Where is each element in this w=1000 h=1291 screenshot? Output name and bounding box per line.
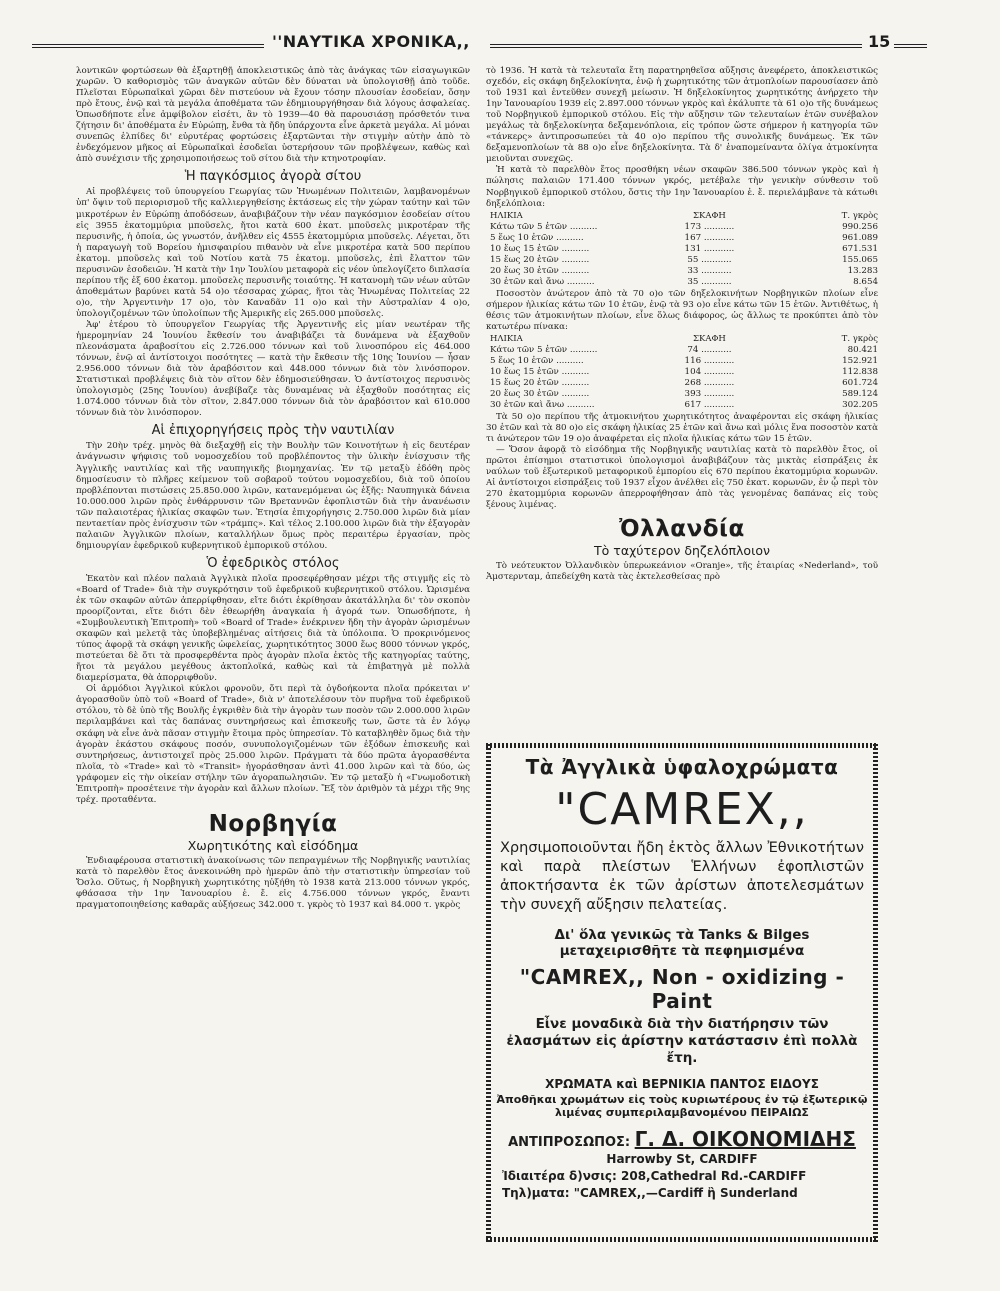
cell-ships: 74 ........... (687, 344, 732, 355)
steam-fleet-table (486, 334, 878, 411)
ad-depots: Ἀποθῆκαι χρωμάτων εἰς τοὺς κυριωτέρους ἐν τῷ ἐξωτερικῷ λιμένας συμπεριλαμβανομένου ΠΕΙΡΑΙΩΣ (496, 1093, 868, 1119)
ad-address-2: Ἰδιαιτέρα δ)νσις: 208,Cathedral Rd.-CARDIFF (502, 1169, 807, 1183)
cell-age: Κάτω τῶν 5 ἐτῶν .......... (490, 221, 598, 232)
ad-frame-bottom (486, 1237, 878, 1242)
col-header-tons: Τ. γκρὸς (841, 210, 878, 221)
cell-ships: 167 ........... (684, 232, 735, 243)
subsidy-paragraph: Τὴν 20ὴν τρέχ. μηνὸς θὰ διεξαχθῇ εἰς τὴν Βουλὴν τῶν Κοινοτήτων ἡ εἰς δευτέραν ἀνάγνωσιν ψήφισις τοῦ νομοσχεδίου τοῦ προβλέποντος τὴν ὑλικὴν ἐνίσχυσιν τῆς Ἀγγλικῆς ναυτιλίας καὶ τῆς ναυπηγικῆς βιομηχανίας. Ἐν τῷ μεταξὺ ἐδόθη πρὸς δημοσίευσιν τὸ πλῆρες κείμενον τοῦ σοβαροῦ τούτου νομοσχεδίου, διὰ τοῦ ὁποίου προβλέπονται πιστώσεις 25.850.000 λιρῶν, κατανεμόμεναι ὡς ἑξῆς: Ναυπηγικὰ δάνεια 10.000.000 λιρῶν πρὸς ἐνθάρρυνσιν τῶν Βρεταννῶν ἐφοπλιστῶν διὰ τὴν ἀνανέωσιν τῶν παλαιοτέρας ἡλικίας σκαφῶν των. Ἐτησία ἐπιχορήγησις 2.750.000 λιρῶν διὰ μίαν πενταετίαν πρὸς ἐνίσχυσιν τῶν «τράμπς». Καὶ τέλος 2.100.000 λιρῶν διὰ τὴν ἐξαγορὰν παλαιῶν Ἀγγλικῶν πλοίων, καταλλήλων ὅμως πρὸς περαιτέρω ἐργασίαν, πρὸς δημιουργίαν ἐφεδρικοῦ κυβερνητικοῦ ἐμπορικοῦ στόλου. (76, 441, 470, 551)
reserve-paragraph-1: Ἑκατὸν καὶ πλέον παλαιὰ Ἀγγλικὰ πλοῖα προσεφέρθησαν μέχρι τῆς στιγμῆς εἰς τὸ «Board of Trade» διὰ τὴν συγκρότησιν τοῦ ἐφεδρικοῦ κυβερνητικοῦ στόλου. Ὡρισμένα ἐκ τῶν σκαφῶν αὐτῶν ἀπερρίφθησαν, εἴτε διότι ἐκρίθησαν ἀκατάλληλα δι' τὸν σκοπὸν προορίζονται, εἴτε διότι δὲν ἐθεωρήθη ἀναγκαία ἡ ἀγορά των. Ὁπωσδήποτε, ἡ «Συμβουλευτικὴ Ἐπιτροπὴ» τοῦ «Board of Trade» ἐνέκρινεν ἤδη τὴν ἀγορὰν ὡρισμένων σκαφῶν καὶ μελετᾷ τὰς ὑποβεβλημένας αἰτήσεις διὰ τὰ ὑπόλοιπα. Ὁ προκρινόμενος τύπος ἀφορᾷ τὰ σκάφη γενικῆς ὠφελείας, χωρητικότητος 3000 ἕως 8000 τόννων γκρός, πιστεύεται δὲ ὅτι τὰ προσφερθέντα πρὸς ἀγορὰν πλοῖα ἐκτὸς τῆς κατηγορίας ταύτης, ἤτοι τὰ μεγάλου μεγέθους ἀκτοπλοϊκά, καθὼς καὶ τὰ ἐπιβατηγὰ μὲ πολλὰ διαμερίσματα, θὰ ἀπορριφθοῦν. (76, 573, 470, 684)
cell-ships: 33 ........... (687, 265, 732, 276)
ad-frame-left (486, 743, 491, 1242)
cell-tons: 961.089 (842, 232, 878, 243)
cell-tons: 13.283 (847, 265, 878, 276)
cell-age: 30 ἐτῶν καὶ ἄνω .......... (490, 276, 595, 287)
holland-paragraph: Τὸ νεότευκτον Ὀλλανδικὸν ὑπερωκεάνιον «Oranje», τῆς ἑταιρίας «Nederland», τοῦ Ἀμστερνταμ, ἀπεδείχθη κατὰ τὰς ἐκτελεσθείσας πρὸ (486, 561, 878, 583)
after-paragraph-2: — Ὅσον ἀφορᾷ τὸ εἰσόδημα τῆς Νορβηγικῆς ναυτιλίας κατὰ τὸ παρελθὸν ἔτος, οἱ πρῶτοι ἐπίσημοι στατιστικοὶ ὑπολογισμοὶ ἀναβιβάζουν τὰς μικτὰς εἰσπράξεις ἐκ ναύλων τοῦ ἐξωτερικοῦ μεταφορικοῦ ἐμπορίου εἰς 670 περίπου ἑκατομμύρια κορωνῶν. Αἱ ἀντίστοιχοι εἰσπράξεις τοῦ 1937 εἶχον ἀνέλθει εἰς 750 ἑκατ. κορωνῶν, ἐν ᾧ περὶ τὸν 270 ἑκατομμύρια κορωνῶν ἀπερροφήθησαν ἀπὸ τὰς γενομένας δαπάνας εἰς τοὺς ξένους λιμένας. (486, 444, 878, 511)
ad-address: Harrowby St, CARDIFF (606, 1152, 758, 1166)
cell-tons: 80.421 (847, 344, 878, 355)
cell-ships: 173 ........... (684, 221, 735, 232)
cell-tons: 112.838 (842, 366, 878, 377)
cell-ships: 55 ........... (687, 254, 732, 265)
ad-body-1: Χρησιμοποιοῦνται ἤδη ἐκτὸς ἄλλων Ἐθνικοτήτων καὶ παρὰ πλείστων Ἑλλήνων ἐφοπλιστῶν ἀποκτήσαντα ἐκ τῶν ἀρίστων ἀποτελεσμάτων τὴν συνεχῆ αὔξησιν πελατείας. (500, 840, 864, 913)
camrex-advertisement (486, 743, 878, 1242)
ad-telegram: Τηλ)ματα: "CAMREX,,—Cardiff ἢ Sunderland (502, 1186, 798, 1200)
page-header (32, 32, 927, 58)
section-title-holland: Ὀλλανδία (619, 516, 745, 543)
table-row (486, 367, 878, 378)
norway-paragraph-2: Ἡ κατὰ τὸ παρελθὸν ἔτος προσθήκη νέων σκαφῶν 386.500 τόννων γκρὸς καὶ ἡ πώλησις παλαιῶν 171.400 τόννων γκρός, μετέβαλε τὴν γενικὴν σύνθεσιν τοῦ Νορβηγικοῦ ἐμπορικοῦ στόλου, ὅστις τὴν 1ην Ἰανουαρίου ἐ. ἔ. περιελάμβανε τὰ κάτωθι δηξελόπλοια: (486, 165, 878, 209)
right-column (486, 66, 878, 583)
page-number: 15 (868, 32, 891, 51)
cell-ships: 131 ........... (684, 243, 735, 254)
cell-age: 10 ἕως 15 ἐτῶν .......... (490, 366, 590, 377)
cell-tons: 152.921 (842, 355, 878, 366)
table-row (486, 356, 878, 367)
norway-paragraph: Ἐνδιαφέρουσα στατιστικὴ ἀνακοίνωσις τῶν πεπραγμένων τῆς Νορβηγικῆς ναυτιλίας κατὰ τὸ παρελθὸν ἔτος ἀνεκοινώθη πρὸ ἡμερῶν ἀπὸ τὴν στατιστικὴν ὑπηρεσίαν τοῦ Ὄσλο. Οὕτως, ἡ Νορβηγικὴ χωρητικότης ηὐξήθη τὸ 1938 κατὰ 213.000 τόννων γκρός, φθάσασα τὴν 1ην Ἰανουαρίου ἐ. ἔ. εἰς 4.756.000 τόννων γκρός, ἔναντι πραγματοποιηθείσης καθαρᾶς αὐξήσεως 342.000 τ. γκρὸς τὸ 1937 καὶ 84.000 τ. γκρὸς (76, 855, 470, 911)
section-heading-reserve-fleet: Ὁ ἐφεδρικὸς στόλος (206, 555, 340, 571)
cell-age: 20 ἕως 30 ἐτῶν .......... (490, 388, 590, 399)
reserve-paragraph-2: Οἱ ἁρμόδιοι Ἀγγλικοὶ κύκλοι φρονοῦν, ὅτι περὶ τὰ ὀγδοήκοντα πλοῖα πρόκειται ν' ἀγορασθοῦν ὑπὸ τοῦ «Board of Trade», διὰ ν' ἀποτελέσουν τὸν πυρῆνα τοῦ ἐφεδρικοῦ στόλου, τὸ δὲ ὑπὸ τῆς Βουλῆς ἐγκριθὲν διὰ τὴν ἀγορὰν των ποσὸν τῶν 2.000.000 λιρῶν περιλαμβάνει καὶ τὰς δαπάνας συντηρήσεως καὶ ἐπισκευῆς των, ὥστε τὰ ἐν λόγῳ σκάφη νὰ εἶνε ἀνὰ πᾶσαν στιγμὴν ἕτοιμα πρὸς ὑπηρεσίαν. Τὸ καταβληθὲν ὅμως διὰ τὴν ἀγορὰν ἑκάστου σκάφους ποσόν, συνυπολογιζομένων τῶν ἐξόδων ἐπισκευῆς καὶ συντηρήσεως, ἀντιστοιχεῖ πρὸς 25.000 λιρῶν. Πράγματι τὰ δύο πρῶτα ἀγορασθέντα πλοῖα, τὸ «Trade» καὶ τὸ «Transit» ἠγοράσθησαν ἀντὶ 41.000 λιρῶν καὶ τὰ δύο, ὡς γράφομεν εἰς τὴν οἰκείαν στήλην τῶν ἀγοραπωλησιῶν. Ἐν τῷ μεταξὺ ἡ «Γνωμοδοτικὴ Ἐπιτροπὴ» προσέτεινε τὴν ἀγορὰν καὶ ἄλλων πλοίων. Ἔξ τὸν ἀριθμὸν τὰ μέχρι τῆς 9ης τρέχ. προταθέντα. (76, 684, 470, 805)
section-title-norway: Νορβηγία (208, 810, 338, 837)
header-rule-left (32, 44, 264, 48)
cell-ships: 617 ........... (684, 399, 735, 410)
table-row (486, 378, 878, 389)
header-rule-middle (490, 44, 862, 48)
norway-continued-paragraph: τὸ 1936. Ἡ κατὰ τὰ τελευταῖα ἔτη παρατηρηθεῖσα αὔξησις ἀνεφέρετο, ἀποκλειστικῶς σχεδόν, εἰς σκάφη δηξελοκίνητα, ἐνῷ ἡ χωρητικότης τῶν ἀτμοπλοίων παρουσίασεν ἀπὸ τοῦ 1931 καὶ ἐντεῦθεν συνεχῆ μείωσιν. Ἡ δηξελοκίνητος χωρητικότης ἀνήρχετο τὴν 1ην Ἰανουαρίου 1939 εἰς 2.897.000 τόννων γκρὸς καὶ ἐκάλυπτε τὰ 61 ο)ο τῆς δυνάμεως τοῦ Νορβηγικοῦ ἐμπορικοῦ στόλου. Εἰς τὴν αὔξησιν τῶν τελευταίων ἐτῶν συνέβαλον μεγάλως τὰ δηξελοκίνητα δεξαμενόπλοια, εἰς τρόπον ὥστε σήμερον ἡ κατηγορία τῶν «τάνκερς» ἀντιπροσωπεύει τὰ 40 ο)ο περίπου τῆς συνολικῆς δυνάμεως. Ἐκ τῶν δεξαμενοπλοίων τὰ 88 ο)ο εἶνε δηξελοκίνητα. Τὰ δ' ἐναπομείναντα ὀλίγα ἀτμοκίνητα μειοῦνται συνεχῶς. (486, 66, 878, 165)
cell-ships: 116 ........... (684, 355, 735, 366)
cell-age: 10 ἕως 15 ἐτῶν .......... (490, 243, 590, 254)
left-column (76, 66, 470, 911)
grain-paragraph-1: Αἱ προβλέψεις τοῦ ὑπουργείου Γεωργίας τῶν Ἡνωμένων Πολιτειῶν, λαμβανομένων ὑπ' ὄψιν τοῦ περιορισμοῦ τῆς καλλιεργηθείσης ἐκτάσεως εἰς τὴν χώραν ταύτην καὶ τῶν μικροτέρων ἐν Εὐρώπῃ ἀποδόσεων, ἀναβιβάζουν τὴν νέαν παγκόσμιον ἐσοδείαν σίτου εἰς 3955 ἑκατομμύρια μποῦσελς, ἤτοι κατὰ 600 ἑκατ. μποῦσελς μικροτέραν τῆς περυσινῆς, ἡ ὁποία, ὡς γνωστόν, ἀνῆλθεν εἰς 4555 ἑκατομμύρια μποῦσελς. Λέγεται, ὅτι ἡ παραγωγὴ τοῦ Βορείου ἡμισφαιρίου πιθανὸν νὰ εἶνε μικροτέρα κατὰ 500 περίπου ἑκατομ. μποῦσελς καὶ τοῦ Νοτίου κατὰ 75 ἑκατομ. μποῦσελς, ἐπὶ ἔλαττον τῶν περυσινῶν ἐσοδειῶν. Ἡ κατὰ τὴν 1ην Ἰουλίου μεταφορὰ εἰς νέον ὑπελογίζετο διπλασία περίπου τῆς ἐξ 600 ἑκατομ. μποῦσελς περυσινῆς τοιαύτης. Ἡ κατανομὴ τῶν νέων αὐτῶν ἀποθεμάτων βαρύνει κατὰ 54 ο)ο τέσσαρας χώρας, ἤτοι τὰς Ἡνωμένας Πολιτείας 22 ο)ο, τὴν Ἀργεντινὴν 17 ο)ο, τὸν Καναδᾶν 11 ο)ο καὶ τὴν Αὐστραλίαν 4 ο)ο, ὑπολογιζομένων τῶν ὑπολοίπων τῆς Ἀμερικῆς εἰς 265.000 μποῦσελς. (76, 187, 470, 319)
cell-age: Κάτω τῶν 5 ἐτῶν .......... (490, 344, 598, 355)
publication-title: ''ΝΑΥΤΙΚΑ ΧΡΟΝΙΚΑ,, (272, 32, 470, 51)
table-row (486, 400, 878, 411)
ad-line-3: μεταχειρισθῆτε τὰ πεφημισμένα (559, 943, 805, 959)
table-row (486, 277, 878, 288)
section-heading-subsidies: Αἱ ἐπιχορηγήσεις πρὸς τὴν ναυτιλίαν (151, 423, 395, 439)
col-header-tons: Τ. γκρὸς (841, 333, 878, 344)
table-row (486, 244, 878, 255)
cell-age: 5 ἕως 10 ἐτῶν .......... (490, 355, 584, 366)
cell-age: 5 ἕως 10 ἐτῶν .......... (490, 232, 584, 243)
cell-age: 20 ἕως 30 ἐτῶν .......... (490, 265, 590, 276)
cell-tons: 8.654 (853, 276, 878, 287)
diesel-fleet-table (486, 211, 878, 288)
ad-frame-top (486, 743, 878, 748)
cell-tons: 155.065 (842, 254, 878, 265)
cell-tons: 589.124 (842, 388, 878, 399)
col-header-ships: ΣΚΑΦΗ (692, 210, 726, 221)
mid-paragraph: Ποσοστὸν ἀνώτερον ἀπὸ τὰ 70 ο)ο τῶν δηξελοκινήτων Νορβηγικῶν πλοίων εἶνε σήμερον ἡλικίας κάτω τῶν 10 ἐτῶν, ἐνῷ τὰ 93 ο)ο εἶνε κάτω τῶν 15 ἐτῶν. Ἀντιθέτως, ἡ θέσις τῶν ἀτμοκινήτων πλοίων, εἶνε ὅλως διάφορος, ὡς ἄλλως τε προκύπτει ἀπὸ τὸν κατωτέρω πίνακα: (486, 288, 878, 332)
cell-tons: 302.205 (842, 399, 878, 410)
table-row (486, 266, 878, 277)
table-row (486, 345, 878, 356)
cell-age: 15 ἕως 20 ἐτῶν .......... (490, 254, 590, 265)
ad-agent-name: Γ. Δ. ΟΙΚΟΝΟΜΙΔΗΣ (634, 1127, 856, 1151)
cell-ships: 393 ........... (684, 388, 735, 399)
cell-ships: 104 ........... (684, 366, 735, 377)
ad-colors-line: ΧΡΩΜΑΤΑ καὶ ΒΕΡΝΙΚΙΑ ΠΑΝΤΟΣ ΕΙΔΟΥΣ (545, 1077, 819, 1091)
table-row (486, 389, 878, 400)
ad-body-2: Εἶνε μοναδικὰ διὰ τὴν διατήρησιν τῶν ἐλασμάτων εἰς ἀρίστην κατάστασιν ἐπὶ πολλὰ ἔτη. (506, 1016, 858, 1066)
after-paragraph-1: Τὰ 50 ο)ο περίπου τῆς ἀτμοκινήτου χωρητικότητος ἀναφέρονται εἰς σκάφη ἡλικίας 30 ἐτῶν καὶ τὰ 80 ο)ο εἰς σκάφη ἡλικίας 25 ἐτῶν καὶ ἄνω καὶ μόλις ἕνα ποσοστὸν κατὰ τι ἀνώτερον τῶν 19 ο)ο ἀναφέρεται εἰς πλοῖα ἡλικίας κάτω τῶν 15 ἐτῶν. (486, 411, 878, 444)
header-rule-right (894, 44, 927, 48)
col-header-ships: ΣΚΑΦΗ (692, 333, 726, 344)
cell-tons: 601.724 (842, 377, 878, 388)
section-subtitle-norway: Χωρητικότης καὶ εἰσόδημα (187, 837, 359, 853)
ad-frame-right (873, 743, 878, 1242)
grain-paragraph-2: Ἀφ' ἑτέρου τὸ ὑπουργεῖον Γεωργίας τῆς Ἀργεντινῆς εἰς μίαν νεωτέραν τῆς ἡμερομηνίαν 24 Ἰουνίου ἔκθεσίν του ἀναβιβάζει τὰ δυνάμενα νὰ ἐξαχθοῦν πλεονάσματα ἀραβοσίτου εἰς 2.726.000 τόννων καὶ τοῦ λινοσπόρου εἰς 464.000 τόννων, ἐνῷ αἱ ἀντίστοιχοι ποσότητες — κατὰ τὴν ἔκθεσιν τῆς 10ης Ἰουνίου — ἦσαν 2.956.000 τόννων διὰ τὸν ἀραβόσιτον καὶ 448.000 τόννων διὰ τὸν λινόσπορον. Στατιστικαὶ προβλέψεις διὰ τὸν σῖτον δὲν ἐδημοσιεύθησαν. Ὁ ἀντίστοιχος περυσινὸς ὑπολογισμὸς (25ης Ἰουνίου) ἀνεβίβαζε τὰς δυναμένας νὰ ἐξαχθοῦν ποσότητας εἰς 1.074.000 τόννων διὰ τὸν σῖτον, 2.847.000 τόννων διὰ τὸν ἀραβόσιτον καὶ 610.000 τόννων διὰ τὸν λινόσπορον. (76, 319, 470, 419)
ad-brand: "CAMREX,, (555, 784, 809, 835)
ad-agent-label: ΑΝΤΙΠΡΟΣΩΠΟΣ: (508, 1135, 631, 1150)
col-header-age: ΗΛΙΚΙΑ (490, 210, 523, 221)
table-row (486, 222, 878, 233)
cell-tons: 990.256 (842, 221, 878, 232)
table-row (486, 255, 878, 266)
cell-tons: 671.531 (842, 243, 878, 254)
cell-age: 15 ἕως 20 ἐτῶν .......... (490, 377, 590, 388)
ad-headline: Τὰ Ἀγγλικὰ ὑφαλοχρώματα (525, 755, 839, 779)
table-header-row (486, 211, 878, 222)
cell-age: 30 ἐτῶν καὶ ἄνω .......... (490, 399, 595, 410)
section-heading-grain: Ἡ παγκόσμιος ἀγορὰ σίτου (184, 169, 362, 185)
ad-line-2: Δι' ὅλα γενικῶς τὰ Tanks & Bilges (554, 927, 810, 943)
col-header-age: ΗΛΙΚΙΑ (490, 333, 523, 344)
section-subtitle-holland: Τὸ ταχύτερον δηζελόπλοιον (594, 543, 770, 559)
cell-ships: 268 ........... (684, 377, 735, 388)
intro-paragraph: λοντικῶν φορτώσεων θὰ ἐξαρτηθῇ ἀποκλειστικῶς ἀπὸ τὰς ἀνάγκας τῶν εἰσαγωγικῶν χωρῶν. Ὁ καθορισμὸς τῶν ἀναγκῶν αὐτῶν δὲν δύναται νὰ ὑπολογισθῇ ἀπὸ τοῦδε. Πλεῖσται Εὐρωπαϊκαὶ χῶραι δὲν πιστεύουν νὰ ἔχουν τόσην πλουσίαν ἐσοδείαν, ὅσην πρὸ ἔτους, ἐνῷ καὶ τὰ μεγάλα ἀποθέματα τῶν ἐδημιουργήθησαν διὰ λόγους ἀσφαλείας. Ὁπωσδήποτε εἶνε ἀμφίβολον εἰσέτι, ἂν τὸ 1939—40 θὰ παρουσιάσῃ πρόσθετόν τινα ζήτησιν δι' ἀποθέματα ἐν Εὐρώπῃ, ἔνθα τὰ ἤδη ὑπάρχοντα εἶνε ἀρκετὰ μεγάλα. Αἱ μόναι συνεπῶς ἐλπίδες δι' εὐρυτέρας φορτώσεις ἐξαρτῶνται τὴν στιγμὴν αὐτὴν ἀπὸ τὸ ἐνδεχόμενον μῆκος αἱ Εὐρωπαϊκαὶ ἐσοδεῖαι ὑστερήσουν τῶν προβλέψεων, καθὼς καὶ ἀπὸ συνέχισιν τῆς χρησιμοποιήσεως τοῦ σίτου διὰ τὴν κτηνοτροφίαν. (76, 66, 470, 165)
ad-agent (496, 1127, 868, 1151)
cell-ships: 35 ........... (687, 276, 732, 287)
ad-product: "CAMREX,, Non - oxidizing - Paint (519, 965, 845, 1013)
ad-content (496, 753, 868, 1200)
table-row (486, 233, 878, 244)
table-header-row (486, 334, 878, 345)
